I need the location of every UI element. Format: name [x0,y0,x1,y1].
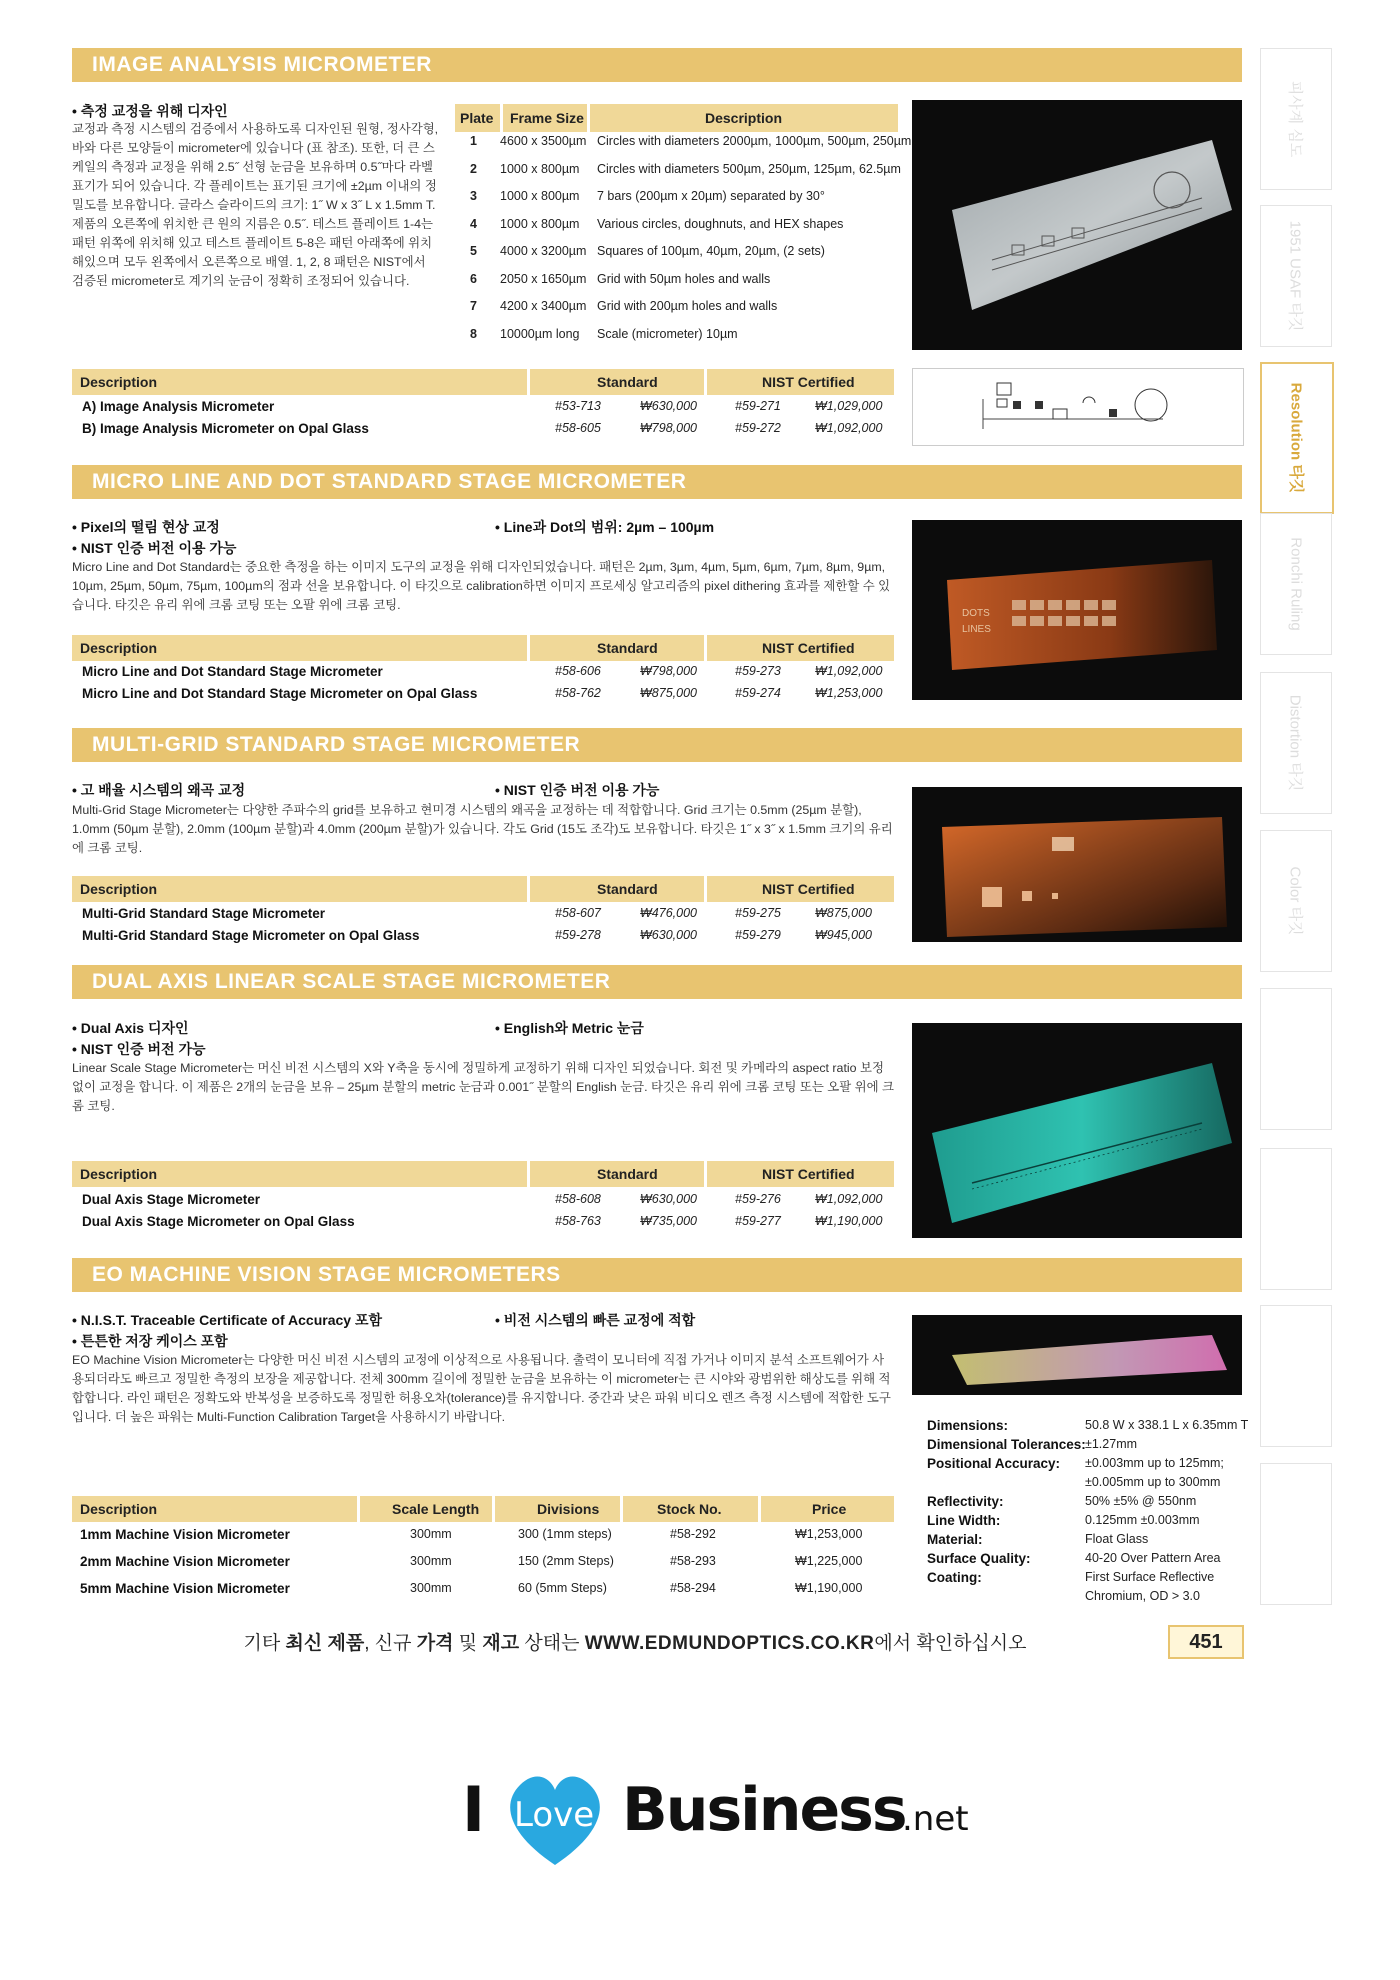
row-description: Multi-Grid Standard Stage Micrometer on Opal Glass [82,928,420,943]
spec-value: ±1.27mm [1085,1437,1138,1451]
plate-frame-size: 2050 x 1650µm [500,271,587,286]
photo-label-lines: LINES [962,624,991,635]
row-description: Micro Line and Dot Standard Stage Micrometer [82,664,383,679]
spec-value: 50% ±5% @ 550nm [1085,1494,1197,1508]
row-standard-price: ₩735,000 [640,1214,697,1228]
product-photo-eo-micrometer [912,1315,1242,1395]
row-nist-stock: #59-274 [735,686,781,700]
row-description: B) Image Analysis Micrometer on Opal Glass [82,421,369,436]
plate-number: 4 [470,216,477,231]
header-scale-length: Scale Length [392,1501,480,1517]
feature-english-metric: • English와 Metric 눈금 [495,1020,644,1036]
header-nist: NIST Certified [762,1166,855,1182]
row-description: 1mm Machine Vision Micrometer [80,1527,290,1542]
side-tab-label: Color 타깃 [1286,866,1304,936]
spec-label: Surface Quality: [927,1551,1031,1566]
feature-storage-case: • 튼튼한 저장 케이스 포함 [72,1333,228,1349]
side-tab-3[interactable] [1260,513,1332,655]
side-tab-2[interactable] [1260,362,1334,514]
row-divisions: 300 (1mm steps) [518,1527,612,1541]
feature-pixel-dithering: • Pixel의 떨림 현상 교정 [72,519,220,535]
plate-description: 7 bars (200µm x 20µm) separated by 30° [597,189,825,203]
row-nist-price: ₩1,253,000 [815,686,883,700]
row-nist-stock: #59-271 [735,399,781,413]
row-nist-stock: #59-273 [735,664,781,678]
row-nist-stock: #59-277 [735,1214,781,1228]
header-standard: Standard [597,881,658,897]
photo-label-dots: DOTS [962,608,990,619]
row-standard-price: ₩798,000 [640,421,697,435]
plate-description: Scale (micrometer) 10µm [597,326,738,341]
description-paragraph: Multi-Grid Stage Micrometer는 다양한 주파수의 grid를 보유하고 현미경 시스템의 왜곡을 교정하는 데 적합합니다. Grid 크기는 0.5mm (25µm 분할), 1.0mm (50µm 분할), 2.0mm (100µm 분할)과 4.0mm (200µm 분할)가 있습니다. 각도 Grid (15도 조각)도 보유합니다. 타깃은 1˝ x 3˝ x 1.5mm 크기의 유리에 크롬 코팅. [72,803,893,855]
feature-nist-version: • NIST 인증 버전 가능 [72,1041,206,1057]
spec-label: Reflectivity: [927,1494,1004,1509]
row-price: ₩1,225,000 [795,1554,863,1568]
footer-notice: 기타 최신 제품, 신규 가격 및 재고 상태는 WWW.EDMUNDOPTICS.CO.KR에서 확인하십시오 [243,1633,1027,1654]
header-description: Description [80,1501,158,1517]
feature-nist-version: • NIST 인증 버전 이용 가능 [495,782,660,798]
plate-frame-size: 4000 x 3200µm [500,244,587,258]
section-title-micro-line: MICRO LINE AND DOT STANDARD STAGE MICROMETER [72,465,1242,499]
feature-line-dot-range: • Line과 Dot의 범위: 2µm – 100µm [495,519,715,535]
pattern-diagram [912,368,1244,446]
row-price: ₩1,253,000 [795,1527,863,1541]
spec-value: 50.8 W x 338.1 L x 6.35mm T [1085,1418,1249,1432]
header-standard: Standard [597,374,658,390]
footer-url[interactable]: WWW.EDMUNDOPTICS.CO.KR [584,1633,875,1654]
row-nist-price: ₩1,190,000 [815,1214,883,1228]
header-description: Description [80,374,158,390]
row-nist-price: ₩1,092,000 [815,1192,883,1206]
row-standard-price: ₩630,000 [640,928,697,942]
side-tab-label: Resolution 타깃 [1287,382,1305,494]
row-standard-price: ₩798,000 [640,664,697,678]
spec-value: ±0.005mm up to 300mm [1085,1475,1221,1489]
section-title-dual-axis: DUAL AXIS LINEAR SCALE STAGE MICROMETER [72,965,1242,999]
side-tab-4[interactable] [1260,672,1332,814]
description-paragraph: 교정과 측정 시스템의 검증에서 사용하도록 디자인된 원형, 정사각형, 바와 다른 모양들이 micrometer에 있습니다 (표 참조). 또한, 더 큰 스케일의 측정과 교정을 위해 2.5˝ 선형 눈금을 보유하며 0.5˝마다 라벨 표기가 되어 있습니다. 각 플레이트는 표기된 크기에 ±2µm 이내의 정밀도를 보유합니다. 글라스 슬라이드의 크기: 1˝ W x 3˝ L x 1.5mm T. 제품의 오른쪽에 위치한 큰 원의 지름은 0.5˝. 테스트 플레이트 1-4는 패턴 위쪽에 위치해 있고 테스트 플레이트 5-8은 패턴 아래쪽에 위치해있으며 모두 왼쪽에서 오른쪽으로 배열. 1, 2, 8 패턴은 NIST에서 검증된 micrometer로 계기의 눈금이 정확히 조정되어 있습니다. [72,122,439,288]
row-standard-stock: #58-763 [555,1214,601,1228]
row-stock-no: #58-293 [670,1554,716,1568]
plate-number: 1 [470,134,477,148]
row-nist-price: ₩945,000 [815,928,872,942]
row-description: 5mm Machine Vision Micrometer [80,1581,290,1596]
header-description: Description [80,640,158,656]
section-title-eo-machine-vision: EO MACHINE VISION STAGE MICROMETERS [72,1258,1242,1292]
section-title-image-analysis: IMAGE ANALYSIS MICROMETER [72,48,1242,82]
spec-label: Coating: [927,1570,982,1585]
feature-fast-calibration: • 비전 시스템의 빠른 교정에 적합 [495,1312,696,1328]
watermark-logo: I Love Business .net [462,1765,982,1875]
plate-number: 7 [470,299,477,313]
side-tab-label: 1951 USAF 타깃 [1286,220,1304,332]
spec-label: Line Width: [927,1513,1001,1528]
header-plate: Plate [460,110,494,126]
plate-description: Grid with 50µm holes and walls [597,271,771,286]
row-standard-stock: #58-762 [555,686,601,700]
side-tab-7[interactable] [1260,1148,1332,1290]
row-divisions: 60 (5mm Steps) [518,1581,607,1595]
plate-number: 5 [470,244,477,258]
description-paragraph: Micro Line and Dot Standard는 중요한 측정을 하는 이미지 도구의 교정을 위해 디자인되었습니다. 패턴은 2µm, 3µm, 4µm, 5µm, 6µm, 7µm, 8µm, 9µm, 10µm, 25µm, 50µm, 75µm, 100µm의 점과 선을 보유합니다. 이 타깃으로 calibration하면 이미지 프로세싱 알고리즘의 pixel dithering 효과를 제한할 수 있습니다. 타깃은 유리 위에 크롬 코팅 또는 오팔 위에 크롬 코팅. [72,560,891,612]
plate-number: 2 [470,161,477,176]
plate-number: 6 [470,271,477,286]
side-tab-1[interactable] [1260,205,1332,347]
header-divisions: Divisions [537,1501,600,1517]
plate-description: Circles with diameters 500µm, 250µm, 125µm, 62.5µm [597,161,901,176]
product-photo-image-analysis [912,100,1242,350]
plate-frame-size: 4600 x 3500µm [500,134,587,148]
row-scale-length: 300mm [410,1527,452,1541]
header-nist: NIST Certified [762,640,855,656]
table-header [72,1496,894,1522]
header-frame-size: Frame Size [510,110,584,126]
side-tab-9[interactable] [1260,1463,1332,1605]
plate-number: 3 [470,189,477,203]
side-tab-label: Ronchi Ruling [1287,537,1305,631]
header-description: Description [705,110,783,126]
header-description: Description [80,1166,158,1182]
plate-table-header [455,104,898,132]
spec-value: Chromium, OD > 3.0 [1085,1589,1200,1603]
side-tab-0[interactable] [1260,48,1332,190]
row-standard-price: ₩476,000 [640,906,697,920]
table-header [72,369,894,395]
row-nist-price: ₩1,029,000 [815,399,883,413]
row-scale-length: 300mm [410,1554,452,1568]
row-description: Multi-Grid Standard Stage Micrometer [82,906,326,921]
row-nist-stock: #59-275 [735,906,781,920]
feature-distortion: • 고 배율 시스템의 왜곡 교정 [72,782,246,798]
row-stock-no: #58-294 [670,1581,716,1595]
header-description: Description [80,881,158,897]
row-nist-stock: #59-272 [735,421,781,435]
description-paragraph: Linear Scale Stage Micrometer는 머신 비전 시스템의 X와 Y축을 동시에 정밀하게 교정하기 위해 디자인 되었습니다. 회전 및 카메라의 aspect ratio 보정 없이 교정을 합니다. 이 제품은 2개의 눈금을 보유 – 25µm 분할의 metric 눈금과 0.001˝ 분할의 English 눈금. 타깃은 유리 위에 크롬 코팅 또는 오팔 위에 크롬 코팅. [72,1061,895,1113]
row-standard-price: ₩875,000 [640,686,697,700]
product-photo-dual-axis [912,1023,1242,1238]
header-standard: Standard [597,1166,658,1182]
row-description: A) Image Analysis Micrometer [82,399,275,414]
spec-value: First Surface Reflective [1085,1570,1215,1584]
plate-description: Squares of 100µm, 40µm, 20µm, (2 sets) [597,244,825,258]
plate-frame-size: 1000 x 800µm [500,161,580,176]
side-tab-label: Distortion 타깃 [1286,694,1304,792]
plate-number: 8 [470,326,477,341]
feature-design: • 측정 교정을 위해 디자인 [72,103,228,119]
row-nist-stock: #59-279 [735,928,781,942]
spec-label: Material: [927,1532,983,1547]
product-photo-multi-grid [912,787,1242,942]
row-standard-stock: #58-607 [555,906,601,920]
table-header [72,635,894,661]
side-tab-5[interactable] [1260,830,1332,972]
side-tab-6[interactable] [1260,988,1332,1130]
plate-description: Circles with diameters 2000µm, 1000µm, 500µm, 250µm [597,134,912,148]
side-tab-label: 피사계 심도 [1286,80,1304,158]
row-standard-stock: #53-713 [555,399,601,413]
side-tab-8[interactable] [1260,1305,1332,1447]
table-header [72,876,894,902]
row-description: Micro Line and Dot Standard Stage Micrometer on Opal Glass [82,686,478,701]
row-nist-price: ₩875,000 [815,906,872,920]
row-stock-no: #58-292 [670,1527,716,1541]
plate-frame-size: 10000µm long [500,326,580,341]
table-header [72,1161,894,1187]
plate-description: Grid with 200µm holes and walls [597,299,778,313]
feature-dual-axis: • Dual Axis 디자인 [72,1020,189,1036]
header-nist: NIST Certified [762,881,855,897]
plate-frame-size: 1000 x 800µm [500,189,580,203]
header-nist: NIST Certified [762,374,855,390]
header-standard: Standard [597,640,658,656]
plate-description: Various circles, doughnuts, and HEX shapes [597,216,844,231]
product-photo-micro-line [912,520,1242,700]
feature-nist-version: • NIST 인증 버전 이용 가능 [72,540,237,556]
row-description: 2mm Machine Vision Micrometer [80,1554,290,1569]
row-nist-stock: #59-276 [735,1192,781,1206]
row-standard-price: ₩630,000 [640,1192,697,1206]
spec-value: 0.125mm ±0.003mm [1085,1513,1200,1527]
spec-value: Float Glass [1085,1532,1149,1546]
row-price: ₩1,190,000 [795,1581,863,1595]
spec-value: ±0.003mm up to 125mm; [1085,1456,1224,1470]
row-divisions: 150 (2mm Steps) [518,1554,614,1568]
row-standard-stock: #58-608 [555,1192,601,1206]
row-standard-price: ₩630,000 [640,399,697,413]
section-title-multi-grid: MULTI-GRID STANDARD STAGE MICROMETER [72,728,1242,762]
plate-frame-size: 4200 x 3400µm [500,299,587,313]
spec-label: Dimensions: [927,1418,1009,1433]
header-stock-no: Stock No. [657,1501,722,1517]
page-number: 451 [1168,1625,1244,1659]
row-description: Dual Axis Stage Micrometer on Opal Glass [82,1214,355,1229]
spec-label: Positional Accuracy: [927,1456,1061,1471]
row-nist-price: ₩1,092,000 [815,664,883,678]
spec-value: 40-20 Over Pattern Area [1085,1551,1221,1565]
plate-frame-size: 1000 x 800µm [500,216,580,231]
row-standard-stock: #58-605 [555,421,601,435]
feature-nist-certificate: • N.I.S.T. Traceable Certificate of Accuracy 포함 [72,1312,382,1328]
row-scale-length: 300mm [410,1581,452,1595]
row-standard-stock: #59-278 [555,928,601,942]
header-price: Price [812,1501,847,1517]
description-paragraph: EO Machine Vision Micrometer는 다양한 머신 비전 시스템의 교정에 이상적으로 사용됩니다. 출력이 모니터에 직접 가거나 이미지 분석 소프트웨어가 사용되더라도 빠르고 정밀한 측정의 보장을 제공합니다. 전체 300mm 길이에 정밀한 눈금을 보유하는 이 micrometer는 큰 시야와 광범위한 해상도를 위해 적합합니다. 라인 패턴은 정확도와 반복성을 보증하도록 정밀한 허용오차(tolerance)를 유지합니다. 중간과 낮은 파워 비디오 렌즈 측정 시스템에 적합한 도구입니다. 더 높은 파워는 Multi-Function Calibration Target을 사용하시기 바랍니다. [72,1353,891,1424]
spec-label: Dimensional Tolerances: [927,1437,1086,1452]
row-description: Dual Axis Stage Micrometer [82,1192,261,1207]
row-nist-price: ₩1,092,000 [815,421,883,435]
row-standard-stock: #58-606 [555,664,601,678]
